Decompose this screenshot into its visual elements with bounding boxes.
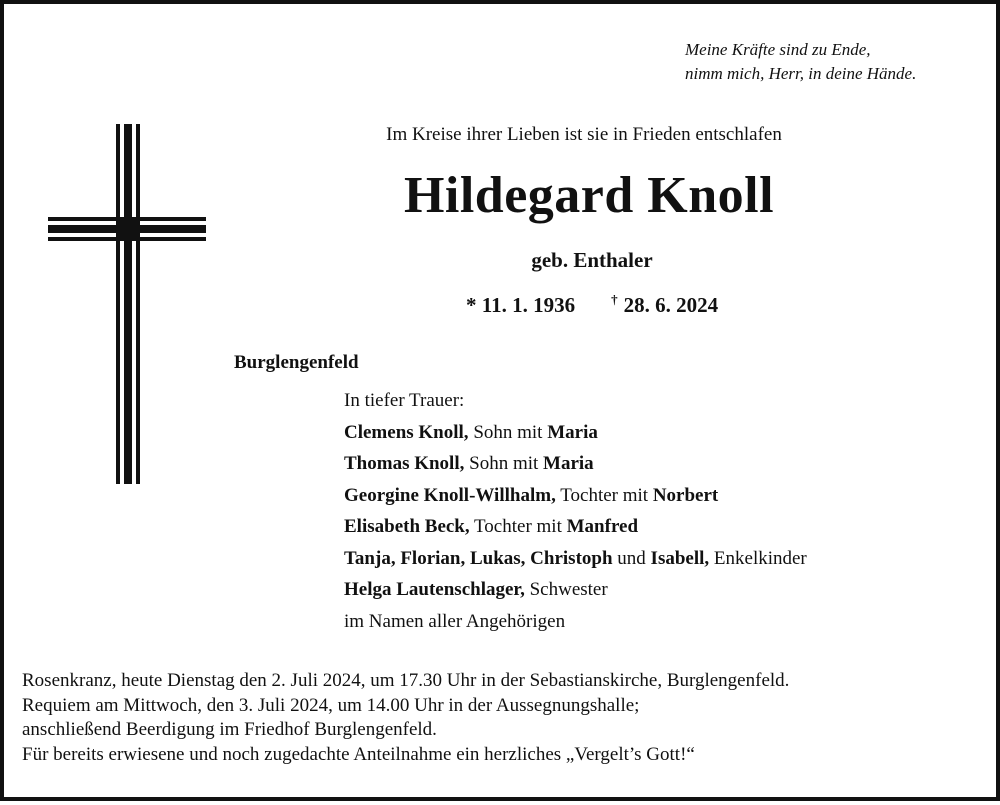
mourner-relation: Tochter mit bbox=[555, 484, 653, 506]
notice-line-rosary: Rosenkranz, heute Dienstag den 2. Juli 2024, um 17.30 Uhr in der Sebastianskirche, Burglengenfeld. bbox=[22, 670, 790, 691]
mourners-list bbox=[344, 385, 807, 637]
mourner-partner: Manfred bbox=[566, 516, 639, 537]
mourner-entry bbox=[344, 417, 807, 449]
mourner-name: Clemens Knoll, bbox=[344, 421, 469, 443]
mourner-entry bbox=[344, 511, 807, 543]
notice-line-burial: anschließend Beerdigung im Friedhof Burglengenfeld. bbox=[22, 719, 437, 740]
mourners-closing: im Namen aller Angehörigen bbox=[344, 610, 566, 632]
mourner-name: Tanja, Florian, Lukas, Christoph bbox=[344, 547, 613, 569]
birth-date: * 11. 1. 1936 bbox=[466, 293, 576, 317]
mourner-name: Georgine Knoll-Willhalm, bbox=[344, 484, 556, 506]
mourner-relation: Tochter mit bbox=[469, 516, 567, 537]
motto-line-1: Meine Kräfte sind zu Ende, bbox=[685, 40, 871, 59]
motto-verse bbox=[685, 38, 916, 86]
notice-line-requiem: Requiem am Mittwoch, den 3. Juli 2024, um 14.00 Uhr in der Aussegnungshalle; bbox=[22, 694, 640, 716]
life-dates bbox=[466, 292, 718, 318]
mourner-entry bbox=[344, 480, 807, 512]
maiden-name: geb. Enthaler bbox=[531, 248, 653, 272]
mourner-relation: Sohn mit bbox=[468, 421, 548, 443]
mourner-entry bbox=[344, 574, 807, 606]
mourner-suffix: Enkelkinder bbox=[709, 547, 807, 569]
service-notice bbox=[22, 669, 789, 767]
mourner-partner: Maria bbox=[547, 421, 598, 443]
mourner-entry bbox=[344, 448, 807, 480]
mourner-name: Elisabeth Beck, bbox=[344, 516, 470, 537]
intro-text: Im Kreise ihrer Lieben ist sie in Frieden entschlafen bbox=[386, 124, 782, 145]
mourner-partner: Maria bbox=[543, 453, 594, 474]
motto-line-2: nimm mich, Herr, in deine Hände. bbox=[685, 64, 917, 83]
mourner-relation: und bbox=[612, 547, 651, 569]
deceased-name: Hildegard Knoll bbox=[403, 167, 775, 224]
death-date: 28. 6. 2024 bbox=[623, 293, 719, 317]
place-name: Burglengenfeld bbox=[234, 352, 359, 373]
mourner-partner: Norbert bbox=[652, 484, 719, 506]
mourner-relation: Schwester bbox=[524, 579, 608, 600]
notice-line-thanks: Für bereits erwiesene und noch zugedachte Anteilnahme ein herzliches „Vergelt’s Gott!“ bbox=[22, 743, 695, 765]
mourner-name: Helga Lautenschlager, bbox=[344, 579, 525, 600]
mourners-heading: In tiefer Trauer: bbox=[344, 390, 465, 411]
dagger-icon: † bbox=[611, 292, 618, 307]
mourner-relation: Sohn mit bbox=[464, 453, 544, 474]
mourner-entry bbox=[344, 543, 807, 575]
mourner-name: Thomas Knoll, bbox=[344, 453, 465, 474]
mourner-partner: Isabell, bbox=[650, 547, 710, 569]
